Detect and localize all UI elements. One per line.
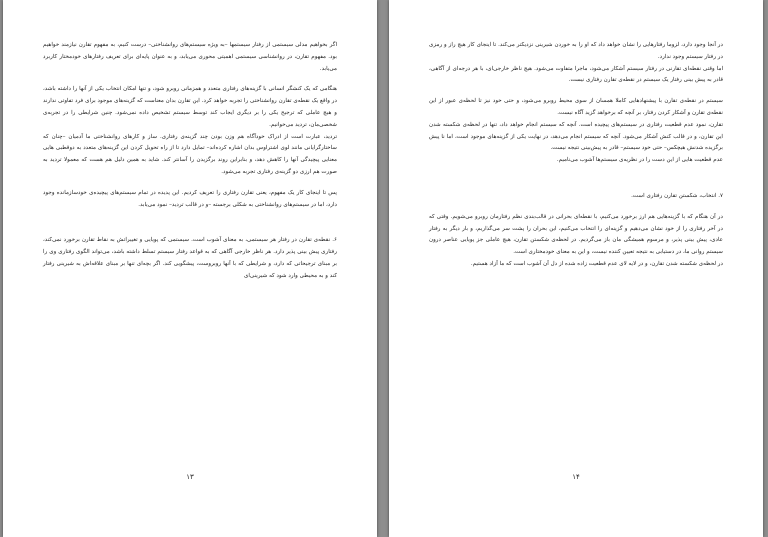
paragraph: تردید، عبارت است از ادراک خودآگاه هم وزن بودن چند گزینه‌ی رفتاری. ساز و کارهای روانشناختی ما آدمیان –چنان که ساختارگرایانی مانند لوی اشتراوس بدان اشاره کرده‌اند– تمایل دارد تا از راه تحویل کردن این گزینه‌های متعدد به دوقطبی هایی معنایی پیچیدگی آنها را کاهش دهد، و بنابراین روند برگزیدن را آسانتر کند. شاید به همین دلیل هم هست که معمولا تردید به صورت هم ارزی دو گزینه‌ی رفتاری تجربه می‌شود.	[43, 133, 337, 175]
paragraph: اما وقتی نقطه‌ای تقارنی در رفتار سیستم آشکار می‌شود، ماجرا متفاوت می‌شود. هیچ ناظر خارجی‌ای، با هر درجه‌ای از آگاهی، قادر به پیش بینی رفتار یک سیستم در نقطه‌ی تقارن رفتاری نیست.	[429, 65, 723, 84]
page-number: ۱۴	[572, 473, 580, 481]
left-page-text	[43, 40, 337, 283]
paragraph: سیستم در نقطه‌ی تقارن با پیشنهادهایی کاملا همسان از سوی محیط روبرو می‌شود، و حتی خود نیز تا لحظه‌ی عبور از این نقطه‌ی تقارن و آشکار کردن رفتار، بر آنچه که برخواهد گزید آگاه نیست.	[429, 98, 723, 116]
paragraph: هنگامی که یک کنشگر انسانی با گزینه‌های رفتاری متعدد و همزمانی روبرو شود، و تنها امکان انتخاب یکی از آنها را داشته باشد، در واقع یک نقطه‌ی تقارن روانشناختی را تجربه خواهد کرد. این تقارن بدان معناست که گزینه‌های موجود برای فرد تفاوتی ندارند و هیچ عاملی که ترجیح یکی را بر دیگری ایجاب کند توسط سیستم تشخیص داده نمی‌شود. چنین شرایطی را در تجربه‌ی شخصی‌مان، تردید می‌خوانیم.	[43, 86, 337, 128]
paragraph: پس تا اینجای کار یک مفهوم، یعنی تقارن رفتاری را تعریف کردیم. این پدیده در تمام سیستم‌های پیچیده‌ی خودسازمانده وجود دارد، اما در سیستم‌های روانشناختی به شکلی برجسته –و در قالب تردید– نمود می‌یابد.	[43, 189, 337, 208]
paragraph: ۶. نقطه‌ی تقارن در رفتار هر سیستمی، به معنای آشوب است. سیستمی که پویایی و تغییراتش به نقاط تقارن برخورد نمی‌کند، رفتاری پیش بینی پذیر دارد. هر ناظر خارجی آگاهی که به قواعد رفتار سیستم تسلط داشته باشد، می‌تواند الگوی رفتاری وی را بر مبنای ترجیحاتی که دارد، و شرایطی که با آنها روبروست، پیشگویی کند. اگر بچه‌ای تنها بر مبنای علاقه‌اش به شیرینی رفتار کند و به محیطی وارد شود که شیرینی‌ای	[43, 237, 337, 279]
page-number: ۱۳	[186, 473, 194, 481]
section-heading: ۷. انتخاب، شکستن تقارن رفتاری است.	[631, 192, 723, 199]
paragraph: در لحظه‌ی شکسته شدن تقارن، و در لایه لای عدم قطعیت زاده شده از دل آن آشوب است که ما آزاد هستیم.	[470, 260, 723, 267]
paragraph: عدم قطعیت هایی از این دست را در نظریه‌ی سیستم‌ها آشوب می‌نامیم.	[556, 157, 723, 164]
paragraph: اگر بخواهیم مدلی سیستمی از رفتار سیستمها –به ویژه سیستم‌های روانشناختی– درست کنیم، به مفهوم تقارن نیازمند خواهیم بود. مفهوم تقارن، در روانشناسی سیستمی اهمیتی محوری می‌یابد، و به عنوان پایه‌ای برای تعریف رفتارهای خودمختار کاربرد می‌یابد.	[43, 42, 337, 72]
paragraph: در آن هنگام که با گزینه‌هایی هم ارز برخورد می‌کنیم، با نقطه‌ای بحرانی در قالب‌بندی نظم رفتارمان روبرو می‌شویم. وقتی که در آخر رفتاری را از خود نشان می‌دهیم و گزینه‌ای را انتخاب می‌کنیم، این بحران را پشت سر می‌گذاریم، و بار دیگر به رفتار عادی، پیش بینی پذیر، و مرسوم همیشگی مان باز می‌گردیم. در لحظه‌ی شکستن تقارن، هیچ عاملی جز پویایی عناصر درون سیستم روانی ما، در دستیابی به نتیجه تعیین کننده نیست، و این به معنای خودمختاری است.	[429, 213, 723, 256]
paragraph: تقارن، نمود عدم قطعیت رفتاری در سیستم‌های پیچیده است. آنچه که سیستم انجام خواهد داد، تنها در لحظه‌ی شکسته شدن این تقارن، و در قالب کنش آشکار می‌شود. آنچه که سیستم انجام می‌دهد، در نهایت یکی از گزینه‌های موجود است، اما نا پیش برگزیده شدنش هیچکس– حتی خود سیستم– قادر به پیش‌بینی نتیجه نیست.	[429, 121, 723, 152]
paragraph: در آنجا وجود دارد، لزوما رفتارهایی را نشان خواهد داد که او را به خوردن شیرینی نزدیکتر می‌کند. تا اینجای کار هیچ راز و رمزی در رفتار سیستم وجود ندارد.	[429, 42, 723, 60]
right-page	[389, 0, 763, 537]
left-page	[3, 0, 377, 537]
right-page-text	[429, 40, 723, 271]
